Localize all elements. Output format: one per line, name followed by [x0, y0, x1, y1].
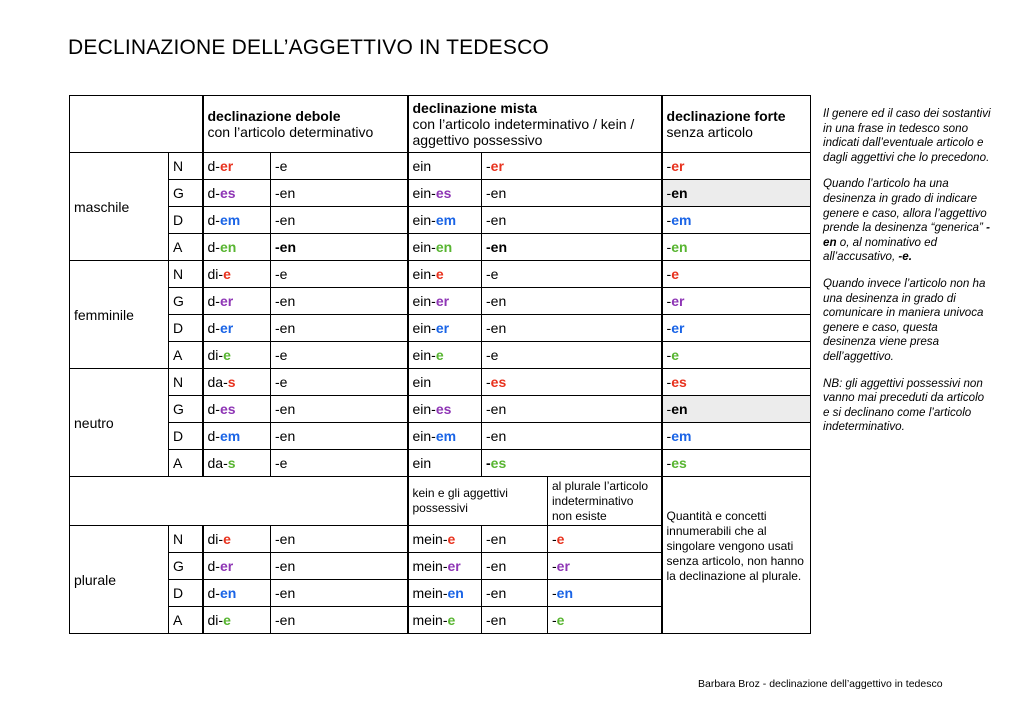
debole-article-stem: d- [207, 158, 220, 174]
forte-ending [662, 153, 811, 180]
note-paragraph-1: Il genere ed il caso dei sostantivi in una frase in tedesco sono indicati dall’eventuale articolo e dagli aggettivi che lo precedono. [823, 107, 991, 164]
debole-article-stem: d- [207, 585, 220, 601]
debole-article-ending: es [219, 401, 236, 417]
table-row [70, 423, 811, 450]
case-label [169, 423, 203, 450]
forte-ending-dash: - [666, 266, 672, 282]
header-blank [70, 96, 203, 153]
debole-ending-text: -en [275, 531, 296, 547]
mista-article-stem: ein- [412, 401, 436, 417]
note-paragraph-2 [823, 177, 993, 265]
mista-ending [482, 580, 548, 607]
debole-article-ending: e [223, 531, 231, 547]
forte-ending-colored: en [671, 185, 688, 201]
debole-ending-text: -en [275, 239, 296, 255]
debole-article-stem: d- [207, 212, 220, 228]
case-label [169, 153, 203, 180]
mista-article-stem: ein [412, 374, 432, 390]
forte-ending-dash: - [666, 347, 672, 363]
case-label-text: N [173, 374, 184, 390]
mista-ending-stem: -en [486, 428, 507, 444]
plural-ending-ending: en [556, 585, 574, 601]
declension-table [69, 95, 811, 634]
forte-ending [662, 315, 811, 342]
debole-article-ending: e [223, 347, 231, 363]
plural-ending-ending: e [556, 531, 565, 547]
mista-article [408, 396, 482, 423]
debole-ending [271, 342, 408, 369]
case-label [169, 180, 203, 207]
mista-ending [482, 207, 662, 234]
mista-article [408, 450, 482, 477]
plural-header-blank [70, 477, 408, 526]
mista-ending-text: -en [486, 531, 507, 547]
mista-ending-text: -en [486, 612, 507, 628]
forte-ending [662, 234, 811, 261]
mista-article-ending: en [447, 585, 464, 601]
mista-article-stem: ein- [412, 239, 436, 255]
plural-ending [548, 607, 662, 634]
mista-article-ending: es [435, 185, 452, 201]
debole-article-ending: e [223, 612, 231, 628]
table-row [70, 450, 811, 477]
debole-article-ending: er [219, 293, 234, 309]
mista-ending [482, 261, 662, 288]
debole-ending-text: -en [275, 558, 296, 574]
mista-article-stem: ein- [412, 212, 436, 228]
forte-ending-dash: - [666, 455, 672, 471]
mista-article-ending: e [447, 531, 456, 547]
case-label-text: A [173, 239, 183, 255]
note-paragraph-4: NB: gli aggettivi possessivi non vanno mai preceduti da articolo e si declinano come l’articolo indeterminativo. [823, 376, 985, 434]
forte-ending-dash: - [666, 401, 672, 417]
debole-ending [271, 553, 408, 580]
table-row [70, 342, 811, 369]
kein-header: kein e gli aggettivi possessivi [408, 477, 548, 526]
plural-article-header: al plurale l’articolo indeterminativo non esiste [548, 477, 662, 526]
forte-ending [662, 342, 811, 369]
debole-article [203, 607, 271, 634]
table-row [70, 315, 811, 342]
debole-article-stem: d- [207, 185, 220, 201]
mista-ending-stem: -e [486, 347, 499, 363]
debole-ending-text: -en [275, 401, 296, 417]
page-title: DECLINAZIONE DELL’AGGETTIVO IN TEDESCO [68, 36, 549, 59]
debole-ending [271, 288, 408, 315]
forte-ending-dash: - [666, 239, 672, 255]
debole-article-stem: di- [207, 266, 224, 282]
forte-ending-colored: er [671, 320, 685, 336]
mista-ending-colored: er [490, 158, 504, 174]
mista-ending [482, 526, 548, 553]
mista-ending-text: -en [486, 558, 507, 574]
debole-ending [271, 315, 408, 342]
mista-article-ending: er [435, 293, 450, 309]
debole-article [203, 396, 271, 423]
case-label-text: D [173, 428, 184, 444]
forte-ending [662, 423, 811, 450]
table-row [70, 180, 811, 207]
plural-ending-stem: - [552, 612, 557, 628]
note-paragraph-3: Quando invece l’articolo non ha una desinenza in grado di comunicare in maniera univoca genere e caso, questa desinenza viene presa dell’aggettivo. [823, 276, 986, 363]
forte-ending-colored: en [671, 401, 688, 417]
mista-ending [482, 234, 662, 261]
debole-article [203, 423, 271, 450]
debole-article [203, 342, 271, 369]
mista-article-stem: ein [412, 158, 432, 174]
debole-article-stem: di- [207, 612, 224, 628]
debole-article-stem: d- [207, 239, 220, 255]
debole-article [203, 450, 271, 477]
case-label-text: N [173, 158, 184, 174]
forte-ending-dash: - [666, 293, 672, 309]
debole-subtitle: con l’articolo determinativo [207, 124, 374, 140]
mista-ending-stem: -en [486, 239, 507, 255]
debole-article [203, 153, 271, 180]
mista-article-ending: em [435, 212, 457, 228]
forte-ending-dash: - [666, 185, 672, 201]
debole-article [203, 369, 271, 396]
debole-ending [271, 261, 408, 288]
note-p2-text-b: o, al nominativo ed all’accusativo, [823, 235, 938, 264]
forte-ending [662, 450, 811, 477]
case-label-text: D [173, 320, 184, 336]
case-label-text: G [173, 293, 184, 309]
mista-article [408, 607, 482, 634]
table-row [70, 234, 811, 261]
side-note [823, 107, 993, 447]
forte-ending-colored: em [671, 212, 692, 228]
debole-title: declinazione debole [207, 108, 341, 124]
mista-article-stem: ein [412, 455, 432, 471]
header-forte [662, 96, 811, 153]
mista-article-stem: mein- [412, 612, 448, 628]
mista-ending-colored: es [490, 374, 507, 390]
debole-article [203, 261, 271, 288]
mista-article-ending: e [447, 612, 456, 628]
debole-article [203, 207, 271, 234]
debole-article-ending: em [219, 212, 241, 228]
debole-article-stem: d- [207, 558, 220, 574]
mista-ending-stem: -en [486, 185, 507, 201]
debole-article [203, 526, 271, 553]
case-label-text: G [173, 185, 184, 201]
debole-ending [271, 234, 408, 261]
case-label [169, 450, 203, 477]
forte-title: declinazione forte [666, 108, 786, 124]
header-debole [203, 96, 408, 153]
forte-ending-colored: er [671, 293, 685, 309]
forte-plural-note: Quantità e concetti innumerabili che al singolare vengono usati senza articolo, non hanno la declinazione al plurale. [662, 477, 811, 634]
forte-ending-dash: - [666, 428, 672, 444]
table-row [70, 153, 811, 180]
mista-ending-stem: -en [486, 320, 507, 336]
case-label [169, 315, 203, 342]
mista-ending-stem: -en [486, 212, 507, 228]
mista-article-stem: ein- [412, 428, 436, 444]
debole-ending-text: -en [275, 212, 296, 228]
case-label [169, 553, 203, 580]
mista-article-stem: ein- [412, 293, 436, 309]
case-label-text: A [173, 612, 183, 628]
mista-article-ending: en [435, 239, 453, 255]
table-row [70, 288, 811, 315]
debole-ending-text: -en [275, 428, 296, 444]
debole-ending-text: -en [275, 612, 296, 628]
mista-ending [482, 180, 662, 207]
debole-ending-text: -e [275, 266, 288, 282]
mista-article [408, 153, 482, 180]
mista-article-stem: mein- [412, 558, 448, 574]
table-row [70, 396, 811, 423]
debole-article-ending: e [223, 266, 231, 282]
forte-ending-dash: - [666, 212, 672, 228]
debole-article-ending: er [219, 558, 234, 574]
mista-article [408, 369, 482, 396]
plural-ending-stem: - [552, 531, 557, 547]
debole-ending [271, 607, 408, 634]
mista-ending [482, 396, 662, 423]
plural-ending [548, 526, 662, 553]
mista-article [408, 261, 482, 288]
forte-ending [662, 288, 811, 315]
debole-article-stem: d- [207, 293, 220, 309]
debole-ending-text: -en [275, 320, 296, 336]
debole-article-stem: d- [207, 320, 220, 336]
debole-article-ending: s [227, 374, 236, 390]
mista-ending-stem: -en [486, 401, 507, 417]
forte-ending-colored: e [671, 347, 679, 363]
debole-article-stem: d- [207, 428, 220, 444]
mista-ending [482, 315, 662, 342]
debole-ending-text: -e [275, 347, 288, 363]
plural-ending-stem: - [552, 558, 557, 574]
mista-article [408, 288, 482, 315]
case-label-text: N [173, 266, 184, 282]
debole-ending [271, 369, 408, 396]
case-label [169, 607, 203, 634]
debole-ending [271, 423, 408, 450]
table-row [70, 207, 811, 234]
mista-article-stem: ein- [412, 185, 436, 201]
case-label [169, 580, 203, 607]
mista-article-ending: e [435, 347, 444, 363]
mista-article [408, 180, 482, 207]
note-p2-en: -en [823, 221, 990, 249]
plural-ending-ending: e [556, 612, 565, 628]
case-label [169, 342, 203, 369]
debole-ending [271, 207, 408, 234]
note-p2-e: -e. [898, 250, 912, 264]
case-label [169, 207, 203, 234]
mista-article-ending: e [435, 266, 444, 282]
debole-article [203, 234, 271, 261]
debole-ending-text: -en [275, 185, 296, 201]
case-label [169, 261, 203, 288]
header-mista [408, 96, 662, 153]
debole-ending-text: -e [275, 158, 288, 174]
header-row [70, 96, 811, 153]
forte-ending [662, 369, 811, 396]
forte-ending [662, 207, 811, 234]
mista-ending [482, 153, 662, 180]
case-label-text: A [173, 347, 183, 363]
plural-ending-stem: - [552, 585, 557, 601]
mista-ending-stem: - [486, 374, 491, 390]
forte-ending-colored: en [671, 239, 688, 255]
debole-article-ending: s [227, 455, 236, 471]
debole-ending [271, 580, 408, 607]
forte-ending-colored: e [671, 266, 679, 282]
debole-article [203, 180, 271, 207]
debole-article-ending: er [219, 320, 234, 336]
mista-ending-stem: - [486, 158, 491, 174]
footer-credit: Barbara Broz - declinazione dell’aggettivo in tedesco [698, 678, 943, 690]
mista-ending [482, 607, 548, 634]
case-label-text: D [173, 585, 184, 601]
mista-article-stem: mein- [412, 531, 448, 547]
plural-ending [548, 580, 662, 607]
mista-article-stem: ein- [412, 347, 436, 363]
forte-ending-colored: es [671, 455, 687, 471]
mista-ending-text: -en [486, 585, 507, 601]
note-p2-text-a: Quando l’articolo ha una desinenza in grado di indicare genere e caso, allora l’aggettivo prende la desinenza “generica” [823, 177, 987, 235]
mista-article [408, 423, 482, 450]
mista-article-ending: em [435, 428, 457, 444]
debole-ending-text: -en [275, 293, 296, 309]
case-label-text: G [173, 558, 184, 574]
case-label-text: G [173, 401, 184, 417]
mista-article [408, 553, 482, 580]
forte-ending-dash: - [666, 374, 672, 390]
debole-ending [271, 153, 408, 180]
debole-article-ending: em [219, 428, 241, 444]
debole-article [203, 580, 271, 607]
mista-article [408, 526, 482, 553]
debole-ending-text: -e [275, 374, 288, 390]
debole-article-ending: en [219, 585, 237, 601]
mista-article-stem: mein- [412, 585, 448, 601]
mista-ending [482, 288, 662, 315]
gender-label: plurale [70, 526, 169, 634]
debole-ending [271, 396, 408, 423]
mista-article-stem: ein- [412, 320, 436, 336]
mista-article-stem: ein- [412, 266, 436, 282]
debole-ending [271, 450, 408, 477]
case-label-text: A [173, 455, 183, 471]
mista-article [408, 315, 482, 342]
debole-article-stem: di- [207, 531, 224, 547]
mista-ending [482, 553, 548, 580]
debole-ending [271, 526, 408, 553]
mista-ending [482, 369, 662, 396]
mista-ending [482, 342, 662, 369]
forte-ending-dash: - [666, 320, 672, 336]
table-row [70, 369, 811, 396]
mista-ending [482, 450, 662, 477]
forte-ending-colored: em [671, 428, 692, 444]
mista-article [408, 234, 482, 261]
plural-header-row [70, 477, 811, 526]
debole-article-stem: da- [207, 374, 228, 390]
forte-ending [662, 396, 811, 423]
gender-label: neutro [70, 369, 169, 477]
mista-article [408, 580, 482, 607]
debole-ending-text: -e [275, 455, 288, 471]
table-row [70, 261, 811, 288]
forte-subtitle: senza articolo [666, 124, 753, 140]
mista-ending-stem: - [486, 455, 491, 471]
forte-ending [662, 261, 811, 288]
forte-ending-colored: es [671, 374, 687, 390]
forte-ending-colored: er [671, 158, 685, 174]
mista-ending-stem: -e [486, 266, 499, 282]
case-label [169, 396, 203, 423]
mista-ending-colored: es [490, 455, 507, 471]
debole-article-stem: da- [207, 455, 228, 471]
mista-subtitle: con l’articolo indeterminativo / kein / aggettivo possessivo [412, 116, 635, 148]
mista-article-ending: er [435, 320, 450, 336]
gender-label: maschile [70, 153, 169, 261]
debole-article [203, 288, 271, 315]
debole-ending-text: -en [275, 585, 296, 601]
case-label-text: N [173, 531, 184, 547]
case-label [169, 288, 203, 315]
debole-ending [271, 180, 408, 207]
case-label [169, 234, 203, 261]
debole-article [203, 315, 271, 342]
debole-article-stem: di- [207, 347, 224, 363]
plural-ending-ending: er [556, 558, 570, 574]
mista-article [408, 342, 482, 369]
forte-ending [662, 180, 811, 207]
debole-article-ending: es [219, 185, 236, 201]
mista-article-ending: er [447, 558, 461, 574]
plural-ending [548, 553, 662, 580]
debole-article-ending: er [219, 158, 234, 174]
case-label [169, 526, 203, 553]
mista-article-ending: es [435, 401, 452, 417]
gender-label: femminile [70, 261, 169, 369]
mista-article [408, 207, 482, 234]
forte-ending-dash: - [666, 158, 672, 174]
mista-ending-stem: -en [486, 293, 507, 309]
debole-article [203, 553, 271, 580]
case-label-text: D [173, 212, 184, 228]
mista-title: declinazione mista [412, 100, 537, 116]
case-label [169, 369, 203, 396]
mista-ending [482, 423, 662, 450]
debole-article-ending: en [219, 239, 237, 255]
debole-article-stem: d- [207, 401, 220, 417]
